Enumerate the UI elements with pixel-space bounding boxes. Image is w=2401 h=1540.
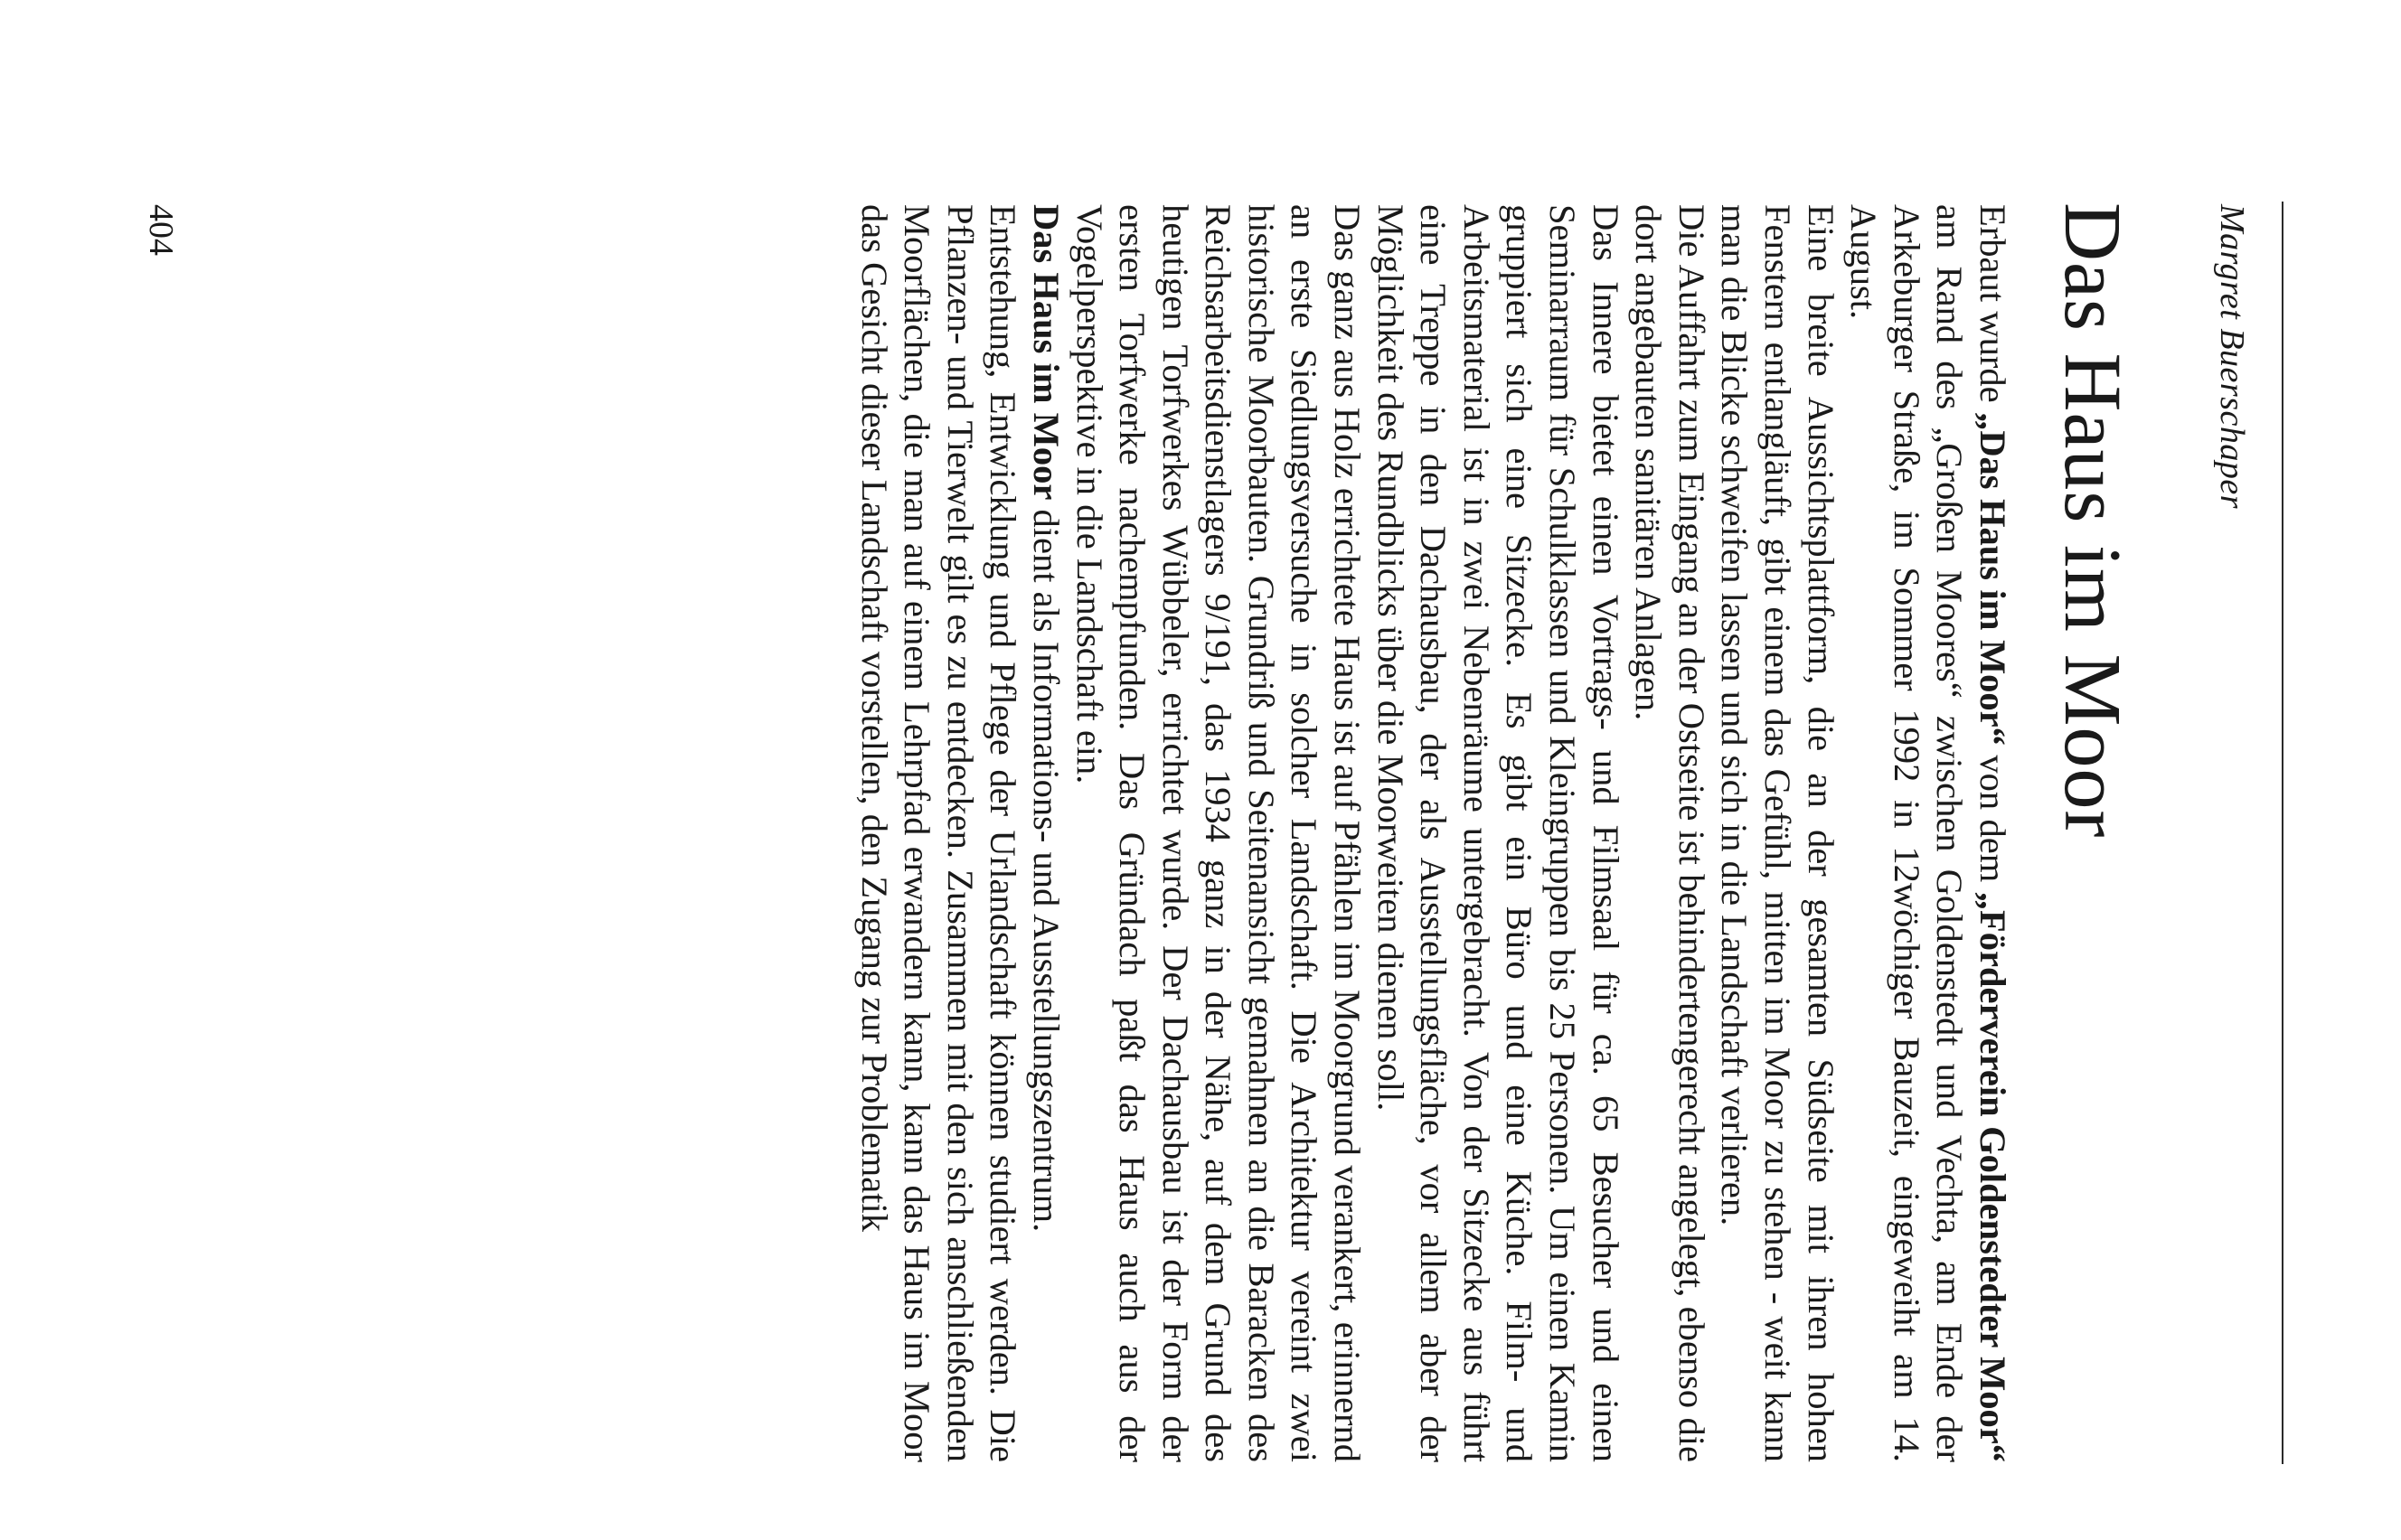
bold-text-run: „Förderverein Goldenstedter Moor“ bbox=[1973, 891, 2013, 1462]
article-title: Das Haus im Moor bbox=[2048, 202, 2137, 839]
text-run: dient als Informations- und Ausstellungszentrum. bbox=[1025, 500, 1067, 1233]
text-run: Die Auffahrt zum Eingang an der Ostseite ist behindertengerecht angelegt, ebenso die dort angebauten sanitären Anlagen. bbox=[1628, 204, 1712, 1462]
text-run: Entstehung, Entwicklung und Pflege der Urlandschaft können studiert werden. Die Pflanzen- und Tierwelt gilt es zu entdecken. Zusammen mit den sich anschließenden Moorflächen, die man auf einem Lehrpfad erwandern kann, kann das Haus im Moor das Gesicht dieser Landschaft vorstellen, den Zugang zur Problematik bbox=[853, 204, 1024, 1462]
text-run: Das Innere bietet einen Vortrags- und Filmsaal für ca. 65 Besucher und einen Seminarraum für Schulklassen und Kleingruppen bis 25 Personen. Um einen Kamin gruppiert sich eine Sitzecke. Es gibt ein Büro und eine Küche. Film- und Arbeitsmaterial ist in zwei Nebenräume untergebracht. Von der Sitzecke aus führt eine Treppe in den Dachausbau, der als Ausstellungsfläche, vor allem aber der Möglichkeit des Rundblicks über die Moorweiten dienen soll. bbox=[1370, 204, 1626, 1462]
paragraph bbox=[1627, 204, 1713, 1462]
text-run: Erbaut wurde bbox=[1973, 204, 2013, 413]
text-run: am Rand des „Großen Moores“ zwischen Goldenstedt und Vechta, am Ende der Arkeburger Straße, im Sommer 1992 in 12wöchiger Bauzeit, eingeweiht am 14. August. bbox=[1843, 204, 1971, 1462]
bold-text-run: Das Haus im Moor bbox=[1025, 204, 1067, 501]
paragraph bbox=[1842, 204, 2014, 1462]
bold-text-run: „Das Haus im Moor“ bbox=[1973, 412, 2013, 746]
paragraph bbox=[852, 204, 1024, 1462]
header-rule bbox=[2282, 202, 2283, 1464]
paragraph bbox=[1068, 204, 1369, 1462]
page-number: 404 bbox=[142, 204, 180, 256]
paragraph bbox=[1713, 204, 1842, 1462]
text-run: von dem bbox=[1973, 745, 2013, 892]
paragraph bbox=[1369, 204, 1627, 1462]
paragraph bbox=[1024, 204, 1068, 1462]
text-run: Eine breite Aussichtsplattform, die an der gesamten Südseite mit ihren hohen Fenstern entlangläuft, gibt einem das Gefühl, mitten im Moor zu stehen - weit kann man die Blicke schweifen lassen und sich in die Landschaft verlieren. bbox=[1714, 204, 1841, 1462]
text-run: Das ganz aus Holz errichtete Haus ist auf Pfählen im Moorgrund verankert, erinnernd an erste Siedlungsversuche in solcher Landschaft. Die Architektur vereint zwei historische Moorbauten. Grundriß und Seitenansicht gemahnen an die Baracken des Reichsarbeitsdienstlagers 9/191, das 1934 ganz in der Nähe, auf dem Grund des heutigen Torfwerkes Wübbeler, errichtet wurde. Der Dachausbau ist der Form der ersten Torfwerke nachempfunden. Das Gründach paßt das Haus auch aus der Vogelperspektive in die Landschaft ein. bbox=[1069, 204, 1369, 1462]
article-body bbox=[852, 204, 2014, 1462]
running-head-author: Margret Buerschaper bbox=[2213, 204, 2251, 510]
